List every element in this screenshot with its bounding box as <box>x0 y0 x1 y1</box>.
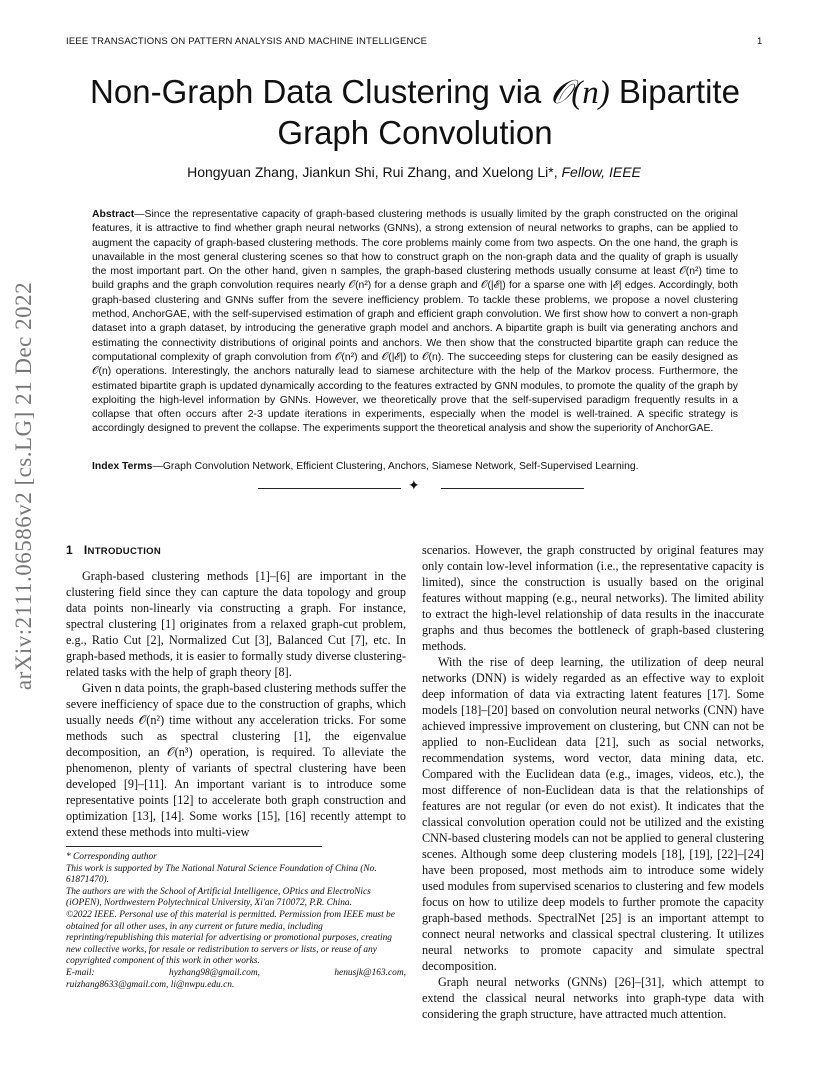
running-head: IEEE TRANSACTIONS ON PATTERN ANALYSIS AND MACHINE INTELLIGENCE <box>66 36 428 47</box>
section-title-rest: NTRODUCTION <box>87 546 162 557</box>
footnote-copyright: ©2022 IEEE. Personal use of this material is permitted. Permission from IEEE must be obtained for all other uses, in any current or future media, including reprinting/republishing this material for advertising or promotional purposes, creating new collective works, for resale or redistribution to servers or lists, or reuse of any copyrighted component of this work in other works. <box>66 909 395 967</box>
left-column <box>66 542 406 840</box>
right-column <box>422 542 764 1022</box>
authors-role: Fellow, IEEE <box>561 164 641 180</box>
email-1[interactable]: hyzhang98@gmail.com, <box>169 967 260 978</box>
divider-line-left <box>258 488 401 489</box>
section-number: 1 <box>66 543 73 557</box>
author-list <box>80 164 748 180</box>
divider-line-right <box>441 488 584 489</box>
title-math: 𝒪(n) <box>550 75 610 111</box>
section-title-first: I <box>83 543 88 557</box>
abstract <box>92 208 738 437</box>
index-terms-text: —Graph Convolution Network, Efficient Clustering, Anchors, Siamese Network, Self-Supervised Learning. <box>152 461 639 472</box>
footnote-corresponding: * Corresponding author <box>66 852 157 862</box>
section-heading <box>66 542 406 560</box>
abstract-label: Abstract <box>92 209 135 220</box>
divider-star-icon: ✦ <box>408 479 420 494</box>
authors-names: Hongyuan Zhang, Jiankun Shi, Rui Zhang, and Xuelong Li*, <box>187 164 558 180</box>
footnote-funding: This work is supported by The National Natural Science Foundation of China (No. 61871470). <box>66 863 377 886</box>
footnotes <box>66 852 406 991</box>
footnote-rule <box>66 846 322 847</box>
email-3[interactable]: ruizhang8633@gmail.com, li@nwpu.edu.cn. <box>66 979 235 990</box>
title-text-2: Bipartite Graph Convolution <box>277 73 740 151</box>
arxiv-identifier: arXiv:2111.06586v2 [cs.LG] 21 Dec 2022 <box>11 281 36 691</box>
email-label: E-mail: <box>66 967 95 978</box>
index-terms <box>92 461 738 472</box>
page-number: 1 <box>757 36 763 47</box>
title-text-1: Non-Graph Data Clustering via <box>90 73 551 110</box>
abstract-text: —Since the representative capacity of graph-based clustering methods is usually limited by the graph constructed on the original features, it is attractive to find whether graph neural networks (GNNs), a strong extension of neural networks to graphs, can be applied to augment the capacity of graph-based clustering methods. The core problems mainly come from two aspects. On the one hand, the graph is unavailable in the most general clustering scenes so that how to construct graph on the non-graph data and the quality of graph is usually the most important part. On the other hand, given n samples, the graph-based clustering methods usually consume at least 𝒪(n²) time to build graphs and the graph convolution requires nearly 𝒪(n²) for a dense graph and 𝒪(|ℰ|) for a sparse one with |ℰ| edges. Accordingly, both graph-based clustering and GNNs suffer from the severe inefficiency problem. To tackle these problems, we propose a novel clustering method, AnchorGAE, with the self-supervised estimation of graph and efficient graph convolution. We first show how to convert a non-graph dataset into a graph dataset, by introducing the generative graph model and anchors. A bipartite graph is built via generating anchors and estimating the connectivity distributions of original points and anchors. We then show that the constructed bipartite graph can reduce the computational complexity of graph convolution from 𝒪(n²) and 𝒪(|ℰ|) to 𝒪(n). The succeeding steps for clustering can be easily designed as 𝒪(n) operations. Interestingly, the anchors naturally lead to siamese architecture with the help of the Markov process. Furthermore, the estimated bipartite graph is updated dynamically according to the features extracted by GNN modules, to promote the quality of the graph by exploiting the high-level information by GNNs. However, we theoretically prove that the self-supervised paradigm frequently results in a collapse that often occurs after 2-3 update iterations in experiments, especially when the model is well-trained. A specific strategy is accordingly designed to prevent the collapse. The experiments support the theoretical analysis and show the superiority of AnchorGAE. <box>92 209 738 435</box>
footnote-affiliation: The authors are with the School of Artificial Intelligence, OPtics and ElectroNics (iOPEN), Northwestern Polytechnical University, Xi'an 710072, P.R. China. <box>66 886 371 909</box>
arxiv-sidebar <box>4 281 44 691</box>
footnote-email-line <box>66 968 406 980</box>
section-divider <box>258 481 584 495</box>
paper-title <box>60 72 770 153</box>
index-terms-label: Index Terms <box>92 461 153 472</box>
intro-paragraph-2: Given n data points, the graph-based clustering methods suffer the severe inefficiency of space due to the construction of graphs, which usually needs 𝒪(n²) time without any acceleration tricks. For some methods such as spectral clustering [1], the eigenvalue decomposition, an 𝒪(n³) operation, is required. To alleviate the phenomenon, plenty of variants of spectral clustering have been developed [9]–[11]. An important variant is to introduce some representative points [12] to accelerate both graph construction and optimization [13], [14]. Some works [15], [16] recently attempt to extend these methods into multi-view <box>66 681 406 839</box>
intro-paragraph-3: scenarios. However, the graph constructed by original features may only contain low-level information (i.e., the representative capacity is limited), since the construction is usually based on the original features without mapping (e.g., neural networks). The limited ability to extract the high-level relationship of data results in the inaccurate graphs and thus becomes the bottleneck of graph-based clustering methods. <box>422 543 764 653</box>
intro-paragraph-5: Graph neural networks (GNNs) [26]–[31], which attempt to extend the classical neural networks into graph-type data with considering the graph structure, have attracted much attention. <box>422 975 764 1021</box>
intro-paragraph-4: With the rise of deep learning, the utilization of deep neural networks (DNN) is widely regarded as an effective way to exploit deep information of data via extracting latent features [17]. Some models [18]–[20] based on convolution neural networks (CNN) have achieved impressive improvement on clustering, but CNN can not be applied to non-Euclidean data [21], such as social networks, recommendation systems, word vector, data mining data, etc. Compared with the Euclidean data (e.g., images, videos, etc.), the most difference of non-Euclidean data is that the relationships of features are not regular (or even do not exist). It indicates that the classical convolution operation could not be utilized and the existing CNN-based clustering models can not be applied to general clustering scenes. Although some deep clustering models [18], [19], [22]–[24] have been proposed, most methods aim to introduce some widely used modules from supervised scenarios to clustering and few models focus on how to utilize deep models to further promote the capacity graph-based methods. SpectralNet [25] is an important attempt to connect neural networks and classical spectral clustering. It utilizes neural networks to promote capacity and simulate spectral decomposition. <box>422 655 764 973</box>
email-2[interactable]: henusjk@163.com, <box>334 967 406 978</box>
intro-paragraph-1: Graph-based clustering methods [1]–[6] are important in the clustering field since they can capture the data topology and group data points non-linearly via constructing a graph. For instance, spectral clustering [1] originates from a relaxed graph-cut problem, e.g., Ratio Cut [2], Normalized Cut [3], Balanced Cut [7], etc. In graph-based methods, it is easier to formally study diverse clustering-related tasks with the help of graph theory [8]. <box>66 569 406 679</box>
